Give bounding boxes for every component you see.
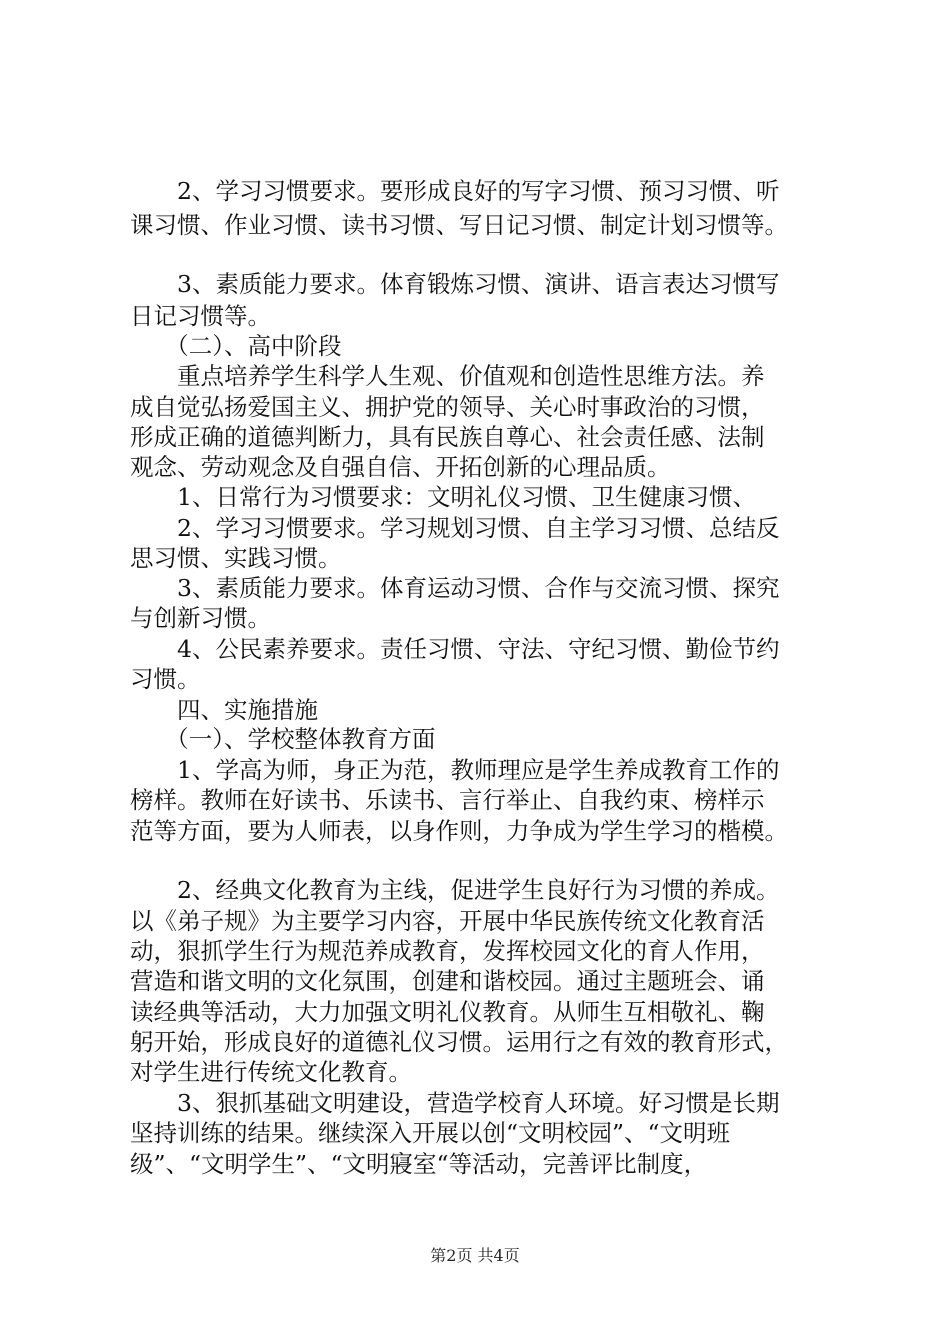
body-line: 级”、“文明学生”、“文明寢室“等活动，完善评比制度，	[130, 1150, 708, 1178]
page-footer	[0, 1243, 950, 1266]
body-line: 课习惯、作业习惯、读书习惯、写日记习惯、制定计划习惯等。	[130, 211, 788, 239]
body-line: 营造和谐文明的文化氛围，创建和谐校园。通过主题班会、诵	[130, 967, 765, 995]
body-line: 2、经典文化教育为主线，促进学生良好行为习惯的养成。	[130, 876, 780, 904]
section-heading: （二）、高中阶段	[130, 332, 342, 360]
body-line: 范等方面，要为人师表，以身作则，力争成为学生学习的楷模。	[130, 817, 788, 845]
body-line: 日记习惯等。	[130, 302, 271, 330]
body-line: 2、学习习惯要求。学习规划习惯、自主学习习惯、总结反	[130, 514, 780, 542]
body-line: 观念、劳动观念及自强自信、开拓创新的心理品质。	[130, 453, 671, 481]
section-heading: 四、实施措施	[130, 696, 318, 724]
body-line: 形成正确的道德判断力，具有民族自尊心、社会责任感、法制	[130, 423, 765, 451]
body-line: 1、日常行为习惯要求：文明礼仪习惯、卫生健康习惯、	[130, 483, 756, 511]
body-line: 躬开始，形成良好的道德礼仪习惯。运用行之有效的教育形式，	[130, 1028, 788, 1056]
body-line: 以《弟子规》为主要学习内容，开展中华民族传统文化教育活	[130, 907, 765, 935]
body-line: 3、素质能力要求。体育锻炼习惯、演讲、语言表达习惯写	[130, 270, 780, 298]
body-line: 习惯。	[130, 665, 201, 693]
body-line: 4、公民素养要求。责任习惯、守法、守纪习惯、勤俭节约	[130, 635, 780, 663]
body-line: 读经典等活动，大力加强文明礼仪教育。从师生互相敬礼、鞠	[130, 998, 765, 1026]
body-line: 与创新习惯。	[130, 604, 271, 632]
body-line: 2、学习习惯要求。要形成良好的写字习惯、预习习惯、听	[130, 177, 780, 205]
section-heading: （一）、学校整体教育方面	[130, 725, 436, 753]
body-line: 坚持训练的结果。继续深入开展以创“文明校园”、“文明班	[130, 1119, 731, 1147]
body-line: 思习惯、实践习惯。	[130, 544, 342, 572]
body-line: 重点培养学生科学人生观、价值观和创造性思维方法。养	[130, 362, 765, 390]
body-line: 动，狠抓学生行为规范养成教育，发挥校园文化的育人作用，	[130, 937, 765, 965]
body-line: 榜样。教师在好读书、乐读书、言行举止、自我约束、榜样示	[130, 786, 765, 814]
body-line: 成自觉弘扬爱国主义、拥护党的领导、关心时事政治的习惯，	[130, 393, 765, 421]
page-number: 第2页 共4页	[430, 1246, 520, 1265]
body-line: 3、狠抓基础文明建设，营造学校育人环境。好习惯是长期	[130, 1089, 780, 1117]
body-line: 对学生进行传统文化教育。	[130, 1058, 412, 1086]
body-line: 1、学高为师，身正为范，教师理应是学生养成教育工作的	[130, 756, 780, 784]
body-line: 3、素质能力要求。体育运动习惯、合作与交流习惯、探究	[130, 574, 780, 602]
